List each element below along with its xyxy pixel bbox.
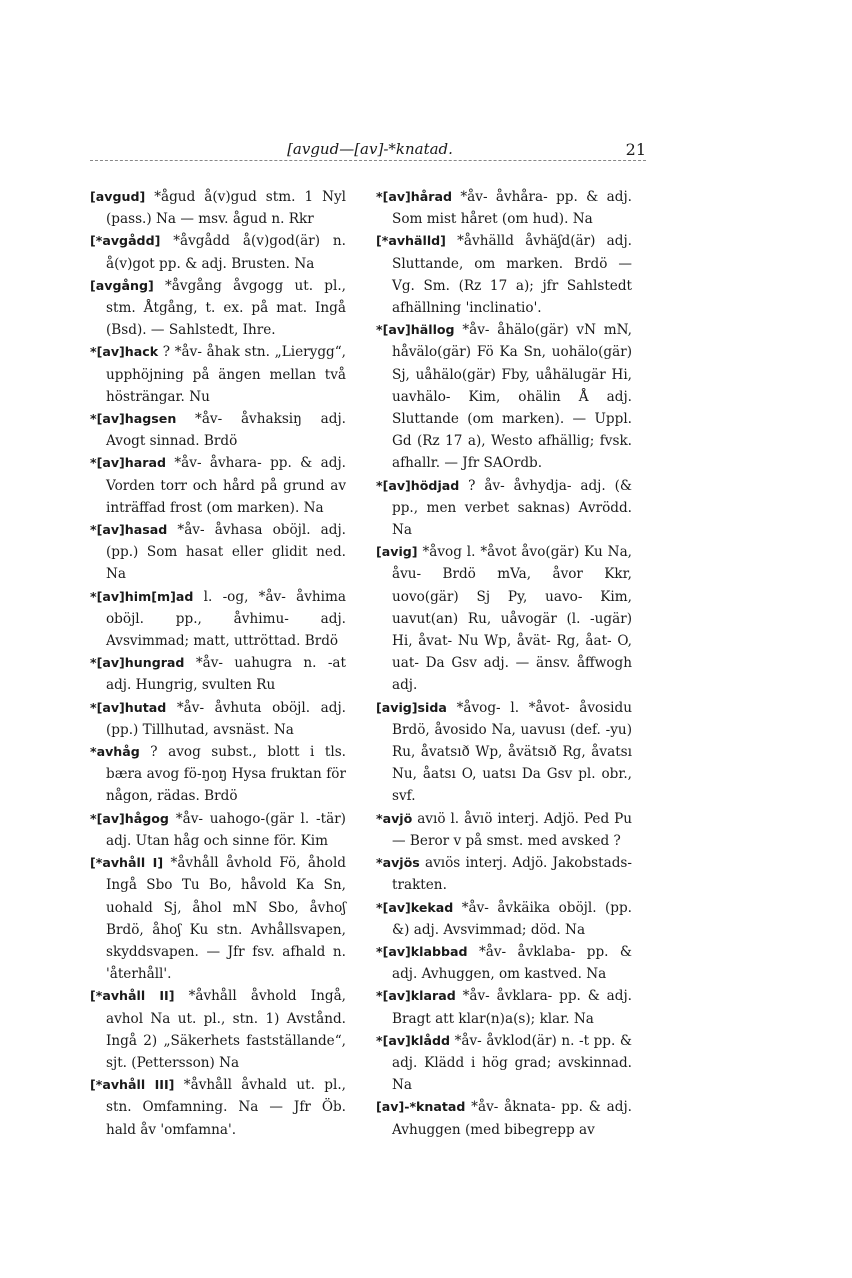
dictionary-entry xyxy=(376,985,632,1029)
dictionary-entry xyxy=(90,452,346,519)
running-head: [avgud—[av]-*knatad. xyxy=(287,140,453,158)
headword: *avhåg xyxy=(90,744,140,760)
headword: *[av]hödjad xyxy=(376,477,460,493)
headword: *[av]hasad xyxy=(90,522,168,538)
dictionary-entry xyxy=(376,1030,632,1097)
entry-definition: avıös interj. Adjö. Jakobstads-trakten. xyxy=(392,855,632,894)
dictionary-entry xyxy=(90,697,346,741)
headword: *[av]hack xyxy=(90,344,159,360)
dictionary-entry xyxy=(90,341,346,408)
entry-definition: *åv- åvklara- pp. & adj. Bragt att klar(n)a(s); klar. Na xyxy=(392,988,632,1027)
entry-definition: ? *åv- åhak stn. „Lierygg“, upphöjning på ängen mellan två hösträngar. Nu xyxy=(106,344,346,405)
headword: [*avgådd] xyxy=(90,233,161,249)
dictionary-entry xyxy=(376,852,632,896)
dictionary-entry xyxy=(376,697,632,808)
headword: *[av]hutad xyxy=(90,699,167,715)
dictionary-entry xyxy=(90,186,346,230)
headword: *[av]hårad xyxy=(376,189,452,204)
headword: *[av]hagsen xyxy=(90,411,177,427)
entry-definition: *åvhåll åvhold Fö, åhold Ingå Sbo Tu Bo, håvold Ka Sn, uohald Sj, åhol mN Sbo, åvhoʃ Brdö, åhoʃ Ku stn. Avhållsvapen, skyddsvapen. — Jfr fsv. afhald n. 'återhåll'. xyxy=(106,855,346,983)
headword: *[av]hågog xyxy=(90,810,169,826)
entry-definition: *åv- åvhara- pp. & adj. Vorden torr och hård på grund av inträffad frost (om marken). Na xyxy=(106,455,346,516)
headword: [avgång] xyxy=(90,277,154,293)
headword: [avgud] xyxy=(90,189,146,204)
dictionary-entry xyxy=(90,275,346,342)
headword: *[av]harad xyxy=(90,455,166,471)
right-column xyxy=(376,186,632,1141)
entry-definition: *åv- åvhuta oböjl. adj. (pp.) Tillhutad, avsnäst. Na xyxy=(106,699,346,738)
headword: *avjös xyxy=(376,855,420,871)
dictionary-entry xyxy=(376,230,632,319)
dictionary-entry xyxy=(376,1096,632,1140)
entry-definition: *åvog- l. *åvot- åvosidu Brdö, åvosido Na, uavusı (def. -yu) Ru, åvatsıð Wp, åvätsıð Rg, åvatsı Nu, åatsı O, uatsı Da Gsv pl. obr., svf. xyxy=(392,699,632,805)
entry-definition: *åv- åknata- pp. & adj. Avhuggen (med bibegrepp av xyxy=(392,1099,632,1138)
entry-definition: ? åv- åvhydja- adj. (& pp., men verbet saknas) Avrödd. Na xyxy=(392,477,632,539)
dictionary-entry xyxy=(376,941,632,985)
entry-definition: *åv- åvklaba- pp. & adj. Avhuggen, om kastved. Na xyxy=(392,943,632,983)
headword: *[av]hungrad xyxy=(90,655,185,671)
entry-definition: l. -og, *åv- åvhima oböjl. pp., åvhimu- adj. Avsvimmad; matt, uttröttad. Brdö xyxy=(106,588,346,650)
dictionary-entry xyxy=(90,586,346,653)
dictionary-entry xyxy=(376,897,632,941)
entry-definition: *åv- uahugra n. -at adj. Hungrig, svulten Ru xyxy=(106,655,346,694)
entry-definition: *åv- åvhaksiŋ adj. Avogt sinnad. Brdö xyxy=(106,411,346,450)
dictionary-entry xyxy=(376,319,632,474)
entry-definition: *åvog l. *åvot åvo(gär) Ku Na, åvu- Brdö mVa, åvor Kkr, uovo(gär) Sj Py, uavo- Kim, uavut(an) Ru, uåvogär (l. -ugär) Hi, åvat- Nu Wp, åvät- Rg, åat- O, uat- Da Gsv adj. — änsv. åffwogh adj. xyxy=(392,544,632,694)
dictionary-entry xyxy=(90,1074,346,1141)
headword: *[av]him[m]ad xyxy=(90,588,194,604)
headword: *[av]kekad xyxy=(376,899,454,915)
header-rule xyxy=(90,160,646,161)
entry-definition: *åv- åvhåra- pp. & adj. Som mist håret (om hud). Na xyxy=(392,189,632,228)
headword: *[av]hällog xyxy=(376,322,455,338)
dictionary-entry xyxy=(376,541,632,696)
entry-definition: *åvhåll åvhold Ingå, avhol Na ut. pl., stn. 1) Avstånd. Ingå 2) „Säkerhets fastställande“, sjt. (Pettersson) Na xyxy=(106,988,346,1071)
headword: *[av]klarad xyxy=(376,988,456,1004)
entry-definition: *åvgådd å(v)god(är) n. å(v)got pp. & adj. Brusten. Na xyxy=(106,233,346,272)
entry-definition: *åvhåll åvhald ut. pl., stn. Omfamning. Na — Jfr Öb. hald åv 'omfamna'. xyxy=(106,1077,346,1138)
dictionary-entry xyxy=(90,519,346,586)
dictionary-entry xyxy=(90,408,346,452)
entry-definition: *åv- åvhasa oböjl. adj. (pp.) Som hasat eller glidit ned. Na xyxy=(106,522,346,583)
dictionary-entry xyxy=(90,230,346,274)
dictionary-entry xyxy=(376,808,632,852)
page-number: 21 xyxy=(625,140,646,159)
headword: [avig]sida xyxy=(376,699,447,715)
dictionary-entry xyxy=(376,475,632,542)
entry-definition: *åv- åvkäika oböjl. (pp. &) adj. Avsvimmad; död. Na xyxy=(392,899,632,938)
entry-definition: *åvgång åvgogg ut. pl., stm. Åtgång, t. ex. på mat. Ingå (Bsd). — Sahlstedt, Ihre. xyxy=(106,277,346,339)
headword: [*avhälld] xyxy=(376,233,446,249)
headword: *[av]klådd xyxy=(376,1032,451,1048)
headword: *[av]klabbad xyxy=(376,943,468,959)
dictionary-entry xyxy=(90,985,346,1074)
dictionary-entry xyxy=(376,186,632,230)
entry-definition: avıö l. åvıö interj. Adjö. Ped Pu — Beror v på smst. med avsked ? xyxy=(392,810,632,849)
headword: *avjö xyxy=(376,810,413,826)
entry-definition: *ågud å(v)gud stm. 1 Nyl (pass.) Na — msv. ågud n. Rkr xyxy=(106,189,346,228)
dictionary-entry xyxy=(90,652,346,696)
entry-definition: *åv- åhälo(gär) vN mN, håvälo(gär) Fö Ka Sn, uohälo(gär) Sj, uåhälo(gär) Fby, uåhälugär Hi, uavhälo- Kim, ohälin Å adj. Sluttande (om marken). — Uppl. Gd (Rz 17 a), Westo afhällig; fvsk. afhallr. — Jfr SAOrdb. xyxy=(392,322,632,472)
entry-definition: *åvhälld åvhäʃd(är) adj. Sluttande, om marken. Brdö — Vg. Sm. (Rz 17 a); jfr Sahlstedt afhällning 'inclinatio'. xyxy=(392,233,632,317)
headword: [av]-*knatad xyxy=(376,1099,466,1115)
headword: [*avhåll III] xyxy=(90,1077,175,1093)
headword: [*avhåll I] xyxy=(90,855,164,871)
dictionary-entry xyxy=(90,852,346,985)
entry-definition: *åv- uahogo-(gär l. -tär) adj. Utan håg och sinne för. Kim xyxy=(106,810,346,849)
dictionary-entry xyxy=(90,808,346,852)
headword: [avig] xyxy=(376,544,418,560)
entry-definition: ? avog subst., blott i tls. bæra avog fö-ŋoŋ Hysa fruktan för någon, rädas. Brdö xyxy=(106,744,346,805)
left-column xyxy=(90,186,346,1141)
headword: [*avhåll II] xyxy=(90,988,175,1004)
dictionary-entry xyxy=(90,741,346,808)
entry-definition: *åv- åvklod(är) n. -t pp. & adj. Klädd i hög grad; avskinnad. Na xyxy=(392,1032,632,1094)
